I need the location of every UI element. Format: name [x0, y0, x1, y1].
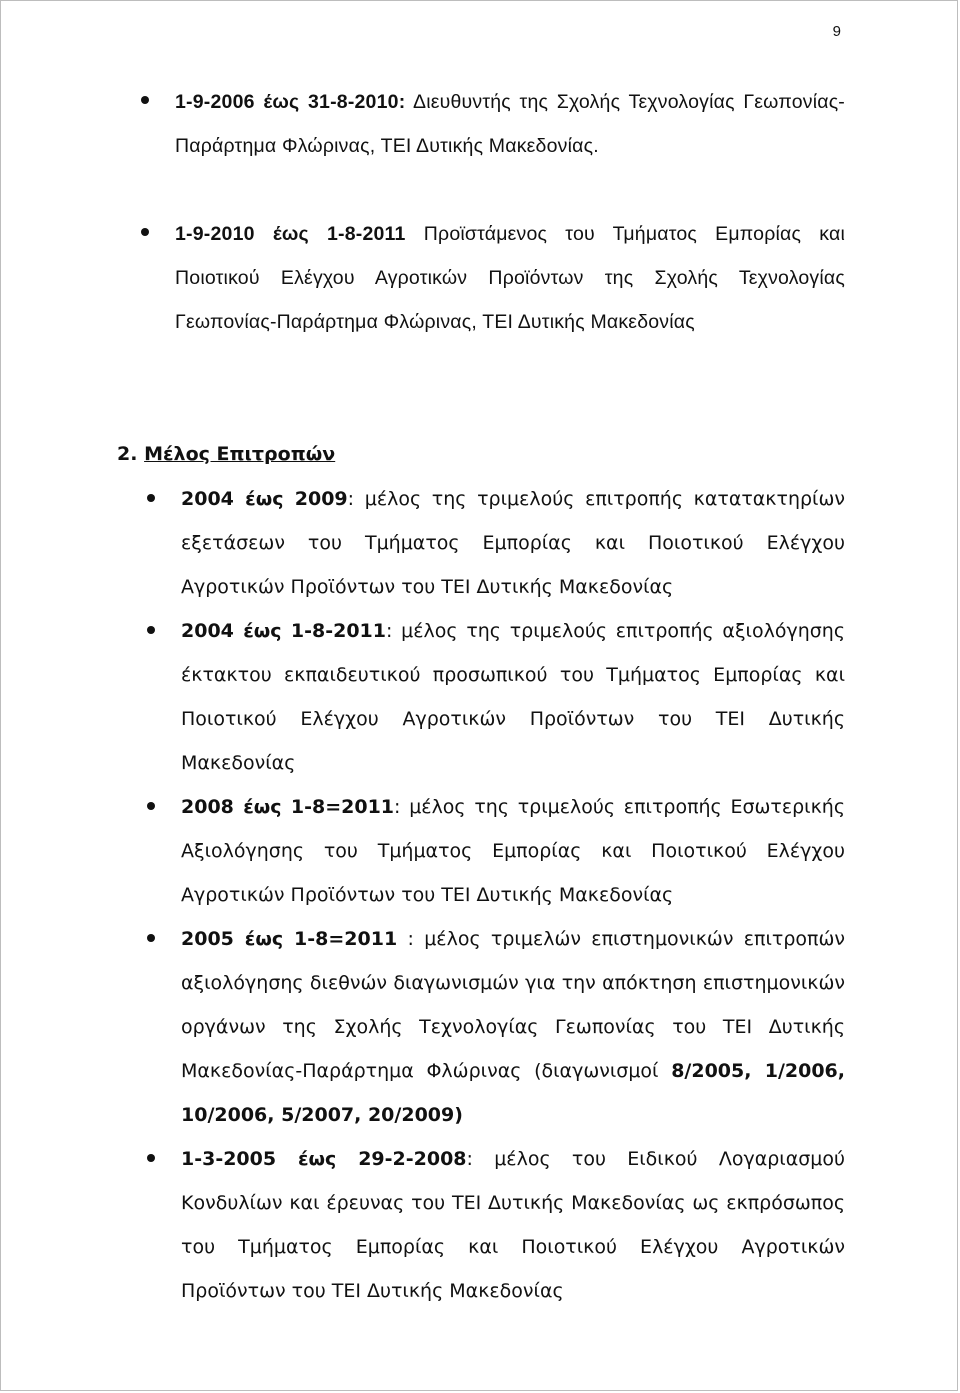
list-item	[181, 1137, 845, 1313]
positions-list	[175, 80, 845, 388]
list-item	[175, 212, 845, 344]
section-title: Μέλος Επιτροπών	[144, 443, 336, 465]
item-dates: 2005 έως 1-8=2011	[181, 928, 398, 950]
list-item	[175, 80, 845, 168]
item-text: : μέλος τριμελών επιστημονικών επιτροπών αξιολόγησης διεθνών διαγωνισμών για την απόκτηση επιστημονικών οργάνων της Σχολής Τεχνολογίας Γεωπονίας του ΤΕΙ Δυτικής Μακεδονίας-Παράρτημα Φλώρινας (διαγωνισμοί	[181, 928, 845, 1082]
list-item	[181, 609, 845, 785]
item-dates: 1-9-2006 έως 31-8-2010:	[175, 91, 406, 113]
section-number: 2.	[117, 443, 138, 465]
item-text: : μέλος της τριμελούς επιτροπής κατατακτηρίων εξετάσεων του Τμήματος Εμπορίας και Ποιοτικού Ελέγχου Αγροτικών Προϊόντων του ΤΕΙ Δυτικής Μακεδονίας	[181, 488, 846, 598]
section-heading	[117, 434, 335, 474]
committees-list	[181, 477, 845, 1313]
tender-numbers: 8/2005, 1/2006, 10/2006, 5/2007, 20/2009)	[181, 1060, 845, 1126]
item-text: : μέλος της τριμελούς επιτροπής Εσωτερικής Αξιολόγησης του Τμήματος Εμπορίας και Ποιοτικού Ελέγχου Αγροτικών Προϊόντων του ΤΕΙ Δυτικής Μακεδονίας	[181, 796, 846, 906]
list-item	[181, 785, 845, 917]
item-dates: 2004 έως 2009	[181, 488, 348, 510]
item-text: Διευθυντής της Σχολής Τεχνολογίας Γεωπονίας-Παράρτημα Φλώρινας, ΤΕΙ Δυτικής Μακεδονίας.	[175, 91, 845, 157]
item-dates: 1-9-2010 έως 1-8-2011	[175, 223, 406, 245]
list-item	[181, 477, 845, 609]
item-dates: 1-3-2005 έως 29-2-2008	[181, 1148, 467, 1170]
item-text: : μέλος της τριμελούς επιτροπής αξιολόγησης έκτακτου εκπαιδευτικού προσωπικού του Τμήματος Εμπορίας και Ποιοτικού Ελέγχου Αγροτικών Προϊόντων του ΤΕΙ Δυτικής Μακεδονίας	[181, 620, 845, 774]
page-number: 9	[832, 23, 841, 40]
item-text: Προϊστάμενος του Τμήματος Εμπορίας και Ποιοτικού Ελέγχου Αγροτικών Προϊόντων της Σχολής Τεχνολογίας Γεωπονίας-Παράρτημα Φλώρινας, ΤΕΙ Δυτικής Μακεδονίας	[175, 223, 846, 333]
item-dates: 2008 έως 1-8=2011	[181, 796, 395, 818]
item-dates: 2004 έως 1-8-2011	[181, 620, 387, 642]
item-text: : μέλος του Ειδικού Λογαριασμού Κονδυλίων και έρευνας του ΤΕΙ Δυτικής Μακεδονίας ως εκπρόσωπος του Τμήματος Εμπορίας και Ποιοτικού Ελέγχου Αγροτικών Προϊόντων του ΤΕΙ Δυτικής Μακεδονίας	[181, 1148, 845, 1302]
list-item	[181, 917, 845, 1137]
